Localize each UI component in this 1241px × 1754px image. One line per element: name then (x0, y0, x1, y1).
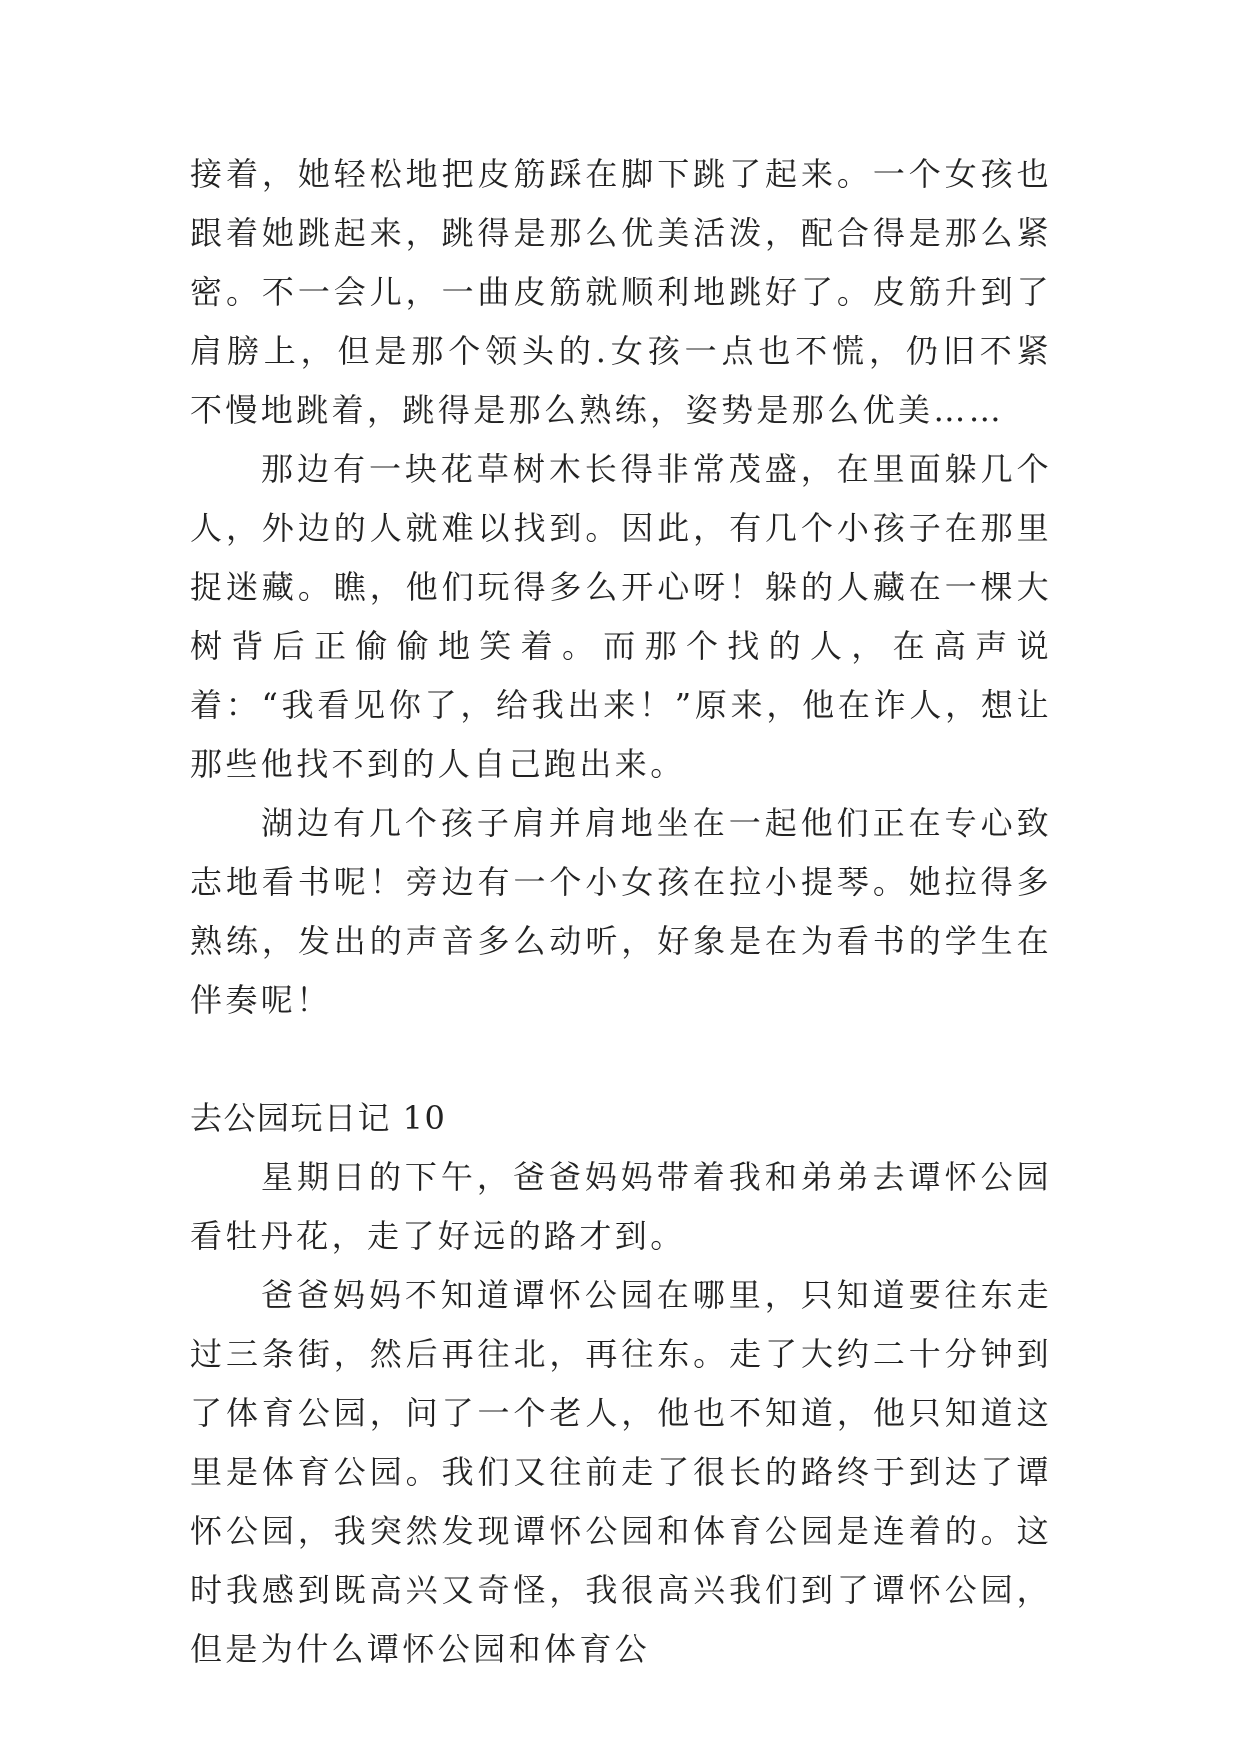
section-gap (190, 1030, 1052, 1089)
document-body (190, 145, 1052, 1679)
paragraph-lakeside-reading: 湖边有几个孩子肩并肩地坐在一起他们正在专心致志地看书呢！旁边有一个小女孩在拉小提琴。她拉得多熟练，发出的声音多么动听，好象是在为看书的学生在伴奏呢！ (190, 804, 1052, 1019)
diary-title: 去公园玩日记 10 (190, 1099, 447, 1137)
paragraph-sunday-trip: 星期日的下午，爸爸妈妈带着我和弟弟去谭怀公园看牡丹花，走了好远的路才到。 (190, 1158, 1052, 1255)
paragraph-jump-rope: 接着，她轻松地把皮筋踩在脚下跳了起来。一个女孩也跟着她跳起来，跳得是那么优美活泼，配合得是那么紧密。不一会儿，一曲皮筋就顺利地跳好了。皮筋升到了肩膀上，但是那个领头的.女孩一点也不慌，仍旧不紧不慢地跳着，跳得是那么熟练，姿势是那么优美…… (190, 155, 1052, 429)
paragraph-hide-and-seek: 那边有一块花草树木长得非常茂盛，在里面躲几个人，外边的人就难以找到。因此，有几个小孩子在那里捉迷藏。瞧，他们玩得多么开心呀！躲的人藏在一棵大树背后正偷偷地笑着。而那个找的人，在高声说着：“我看见你了，给我出来！”原来，他在诈人，想让那些他找不到的人自己跑出来。 (190, 450, 1052, 783)
paragraph-finding-park: 爸爸妈妈不知道谭怀公园在哪里，只知道要往东走过三条街，然后再往北，再往东。走了大约二十分钟到了体育公园，问了一个老人，他也不知道，他只知道这里是体育公园。我们又往前走了很长的路终于到达了谭怀公园，我突然发现谭怀公园和体育公园是连着的。这时我感到既高兴又奇怪，我很高兴我们到了谭怀公园，但是为什么谭怀公园和体育公 (190, 1276, 1052, 1668)
